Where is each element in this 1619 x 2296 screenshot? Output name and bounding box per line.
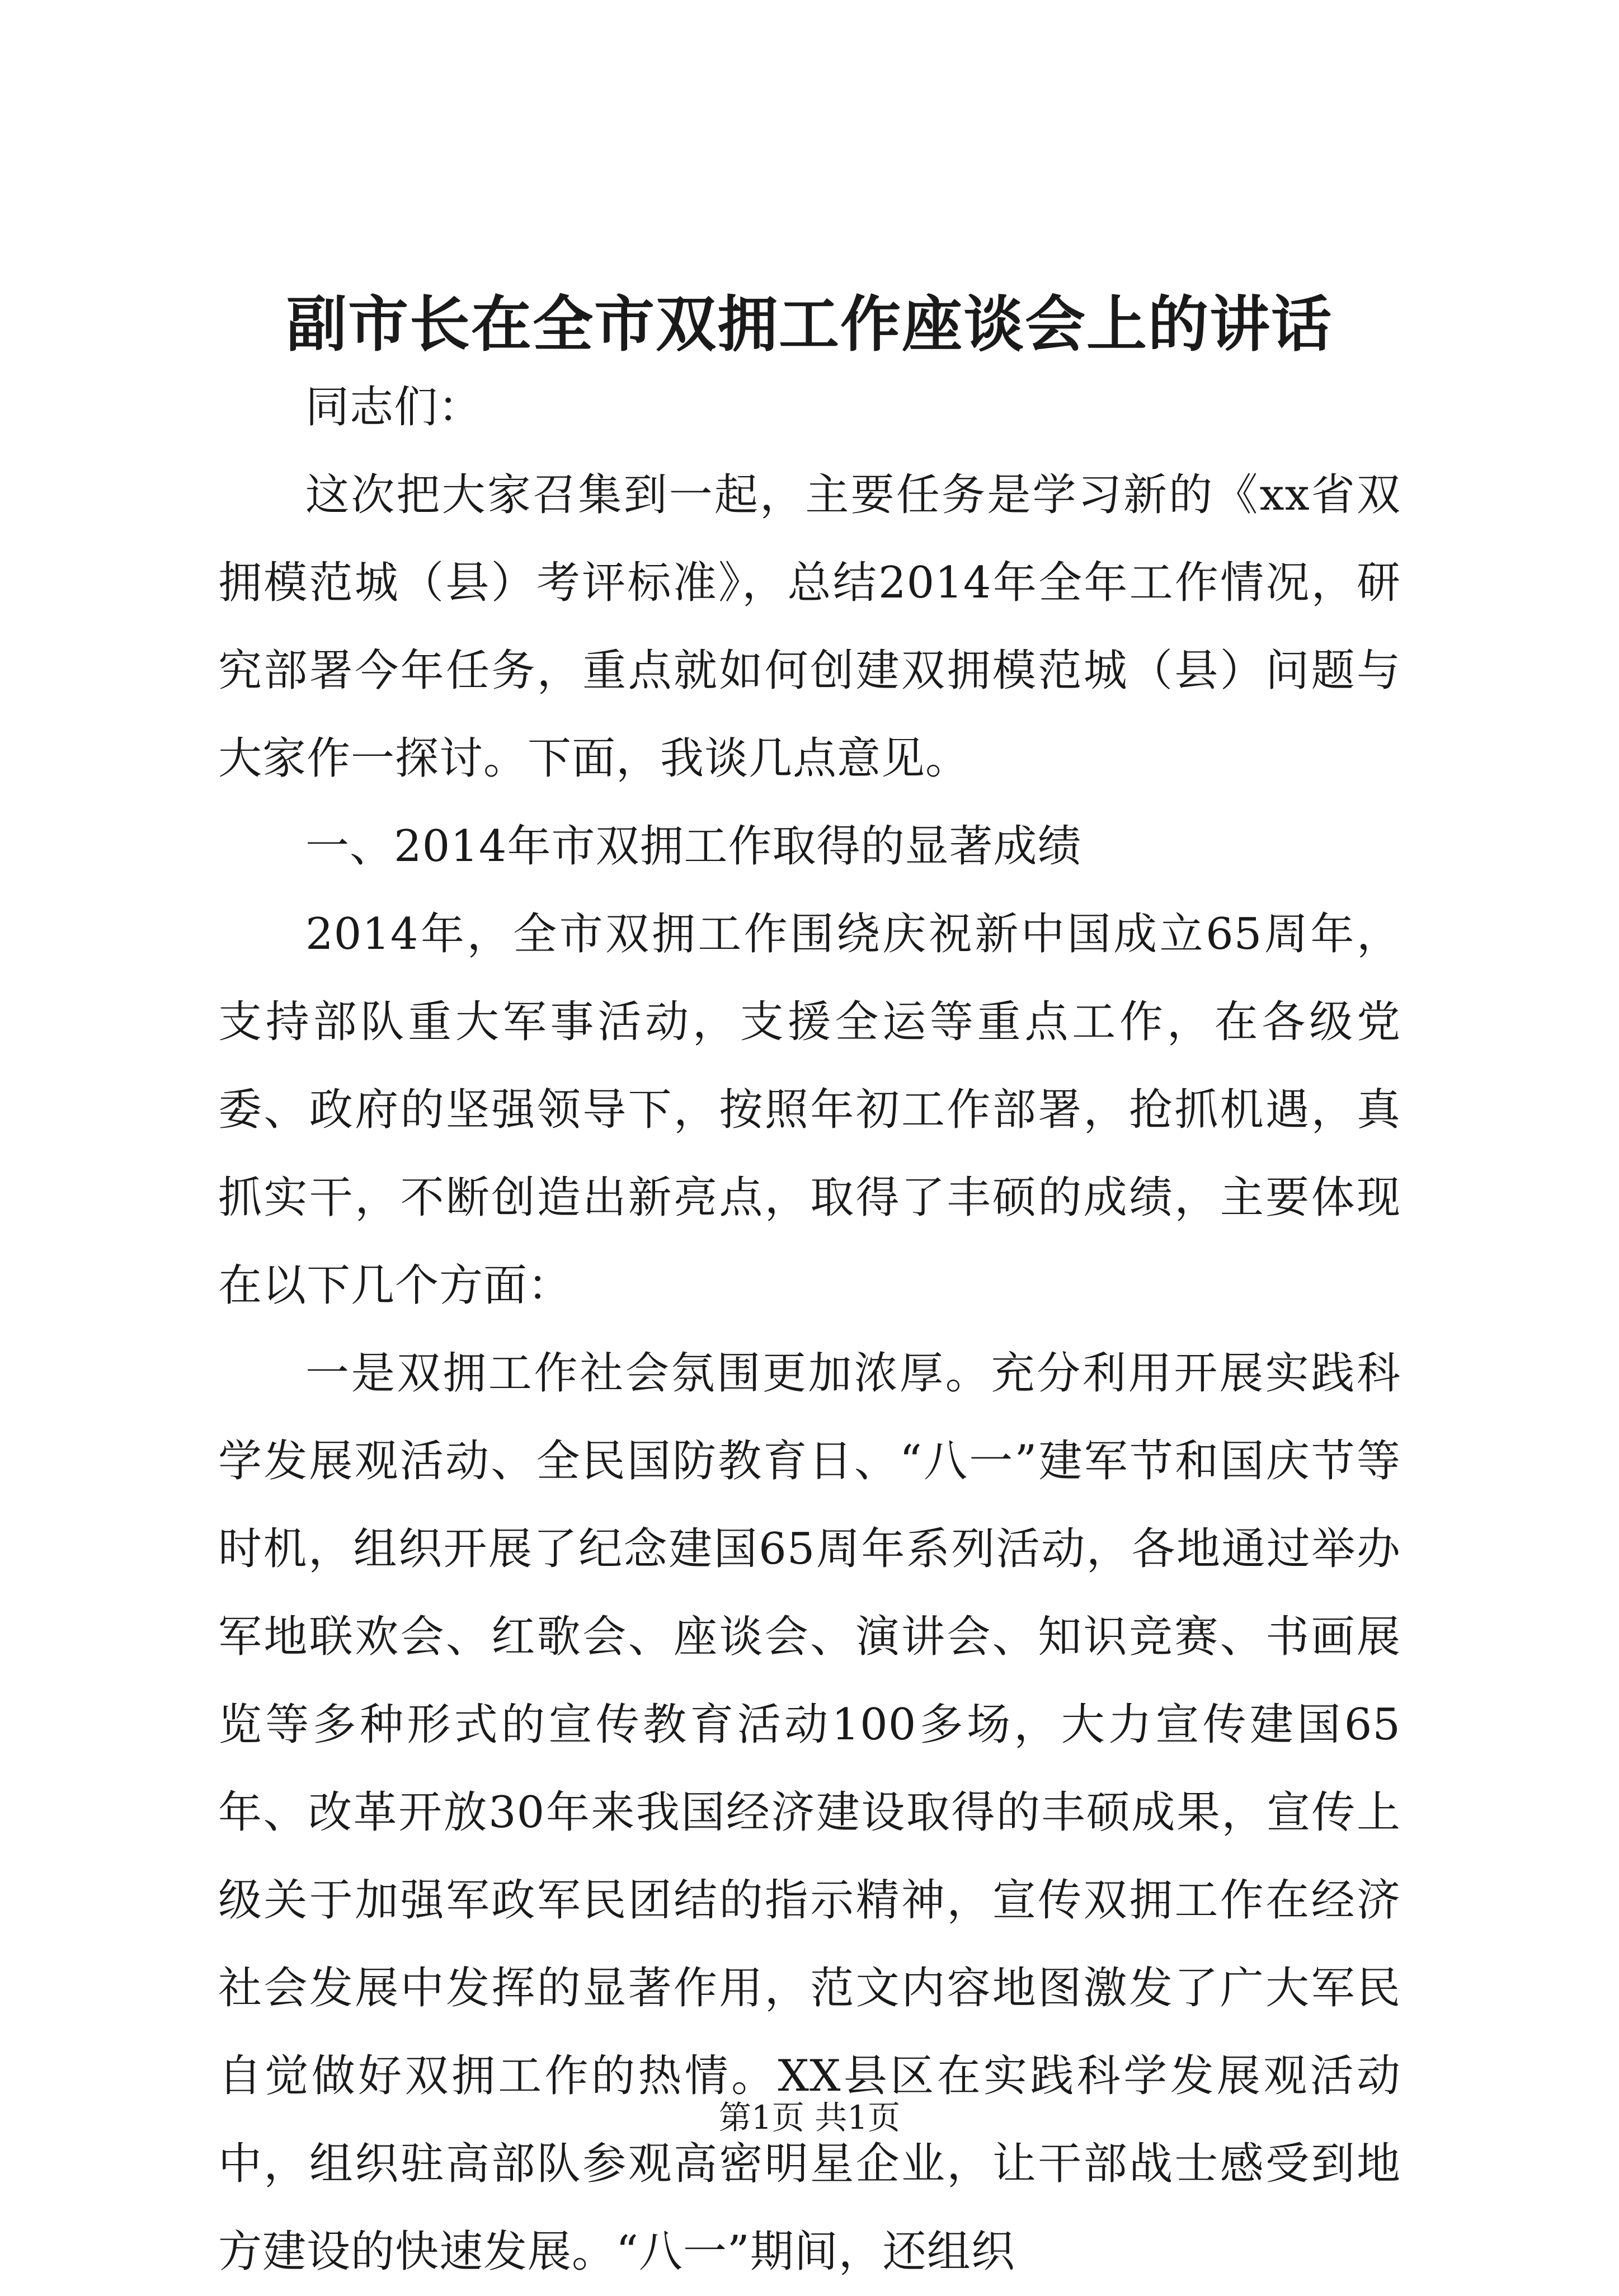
- achievements-paragraph: 2014年，全市双拥工作围绕庆祝新中国成立65周年，支持部队重大军事活动，支援全运等重点工作，在各级党委、政府的坚强领导下，按照年初工作部署，抢抓机遇，真抓实干，不断创造出新亮点，取得了丰硕的成绩，主要体现在以下几个方面：: [218, 909, 1401, 1311]
- document-body: [218, 364, 1401, 2296]
- document-title: 副市长在全市双拥工作座谈会上的讲话: [286, 289, 1333, 360]
- salutation-paragraph: 同志们：: [305, 382, 483, 432]
- intro-paragraph: 这次把大家召集到一起，主要任务是学习新的《xx省双拥模范城（县）考评标准》，总结2014年全年工作情况，研究部署今年任务，重点就如何创建双拥模范城（县）问题与大家作一探讨。下面，我谈几点意见。: [218, 470, 1401, 784]
- section-heading: 一、2014年市双拥工作取得的显著成绩: [305, 821, 1082, 872]
- atmosphere-paragraph: 一是双拥工作社会氛围更加浓厚。充分利用开展实践科学发展观活动、全民国防教育日、“八一”建军节和国庆节等时机，组织开展了纪念建国65周年系列活动，各地通过举办军地联欢会、红歌会、座谈会、演讲会、知识竞赛、书画展览等多种形式的宣传教育活动100多场，大力宣传建国65年、改革开放30年来我国经济建设取得的丰硕成果，宣传上级关于加强军政军民团结的指示精神，宣传双拥工作在经济社会发展中发挥的显著作用，范文内容地图激发了广大军民自觉做好双拥工作的热情。XX县区在实践科学发展观活动中，组织驻高部队参观高密明星企业，让干部战士感受到地方建设的快速发展。“八一”期间，还组织: [218, 1348, 1401, 2277]
- page-number-footer: 第1页 共1页: [718, 2099, 901, 2137]
